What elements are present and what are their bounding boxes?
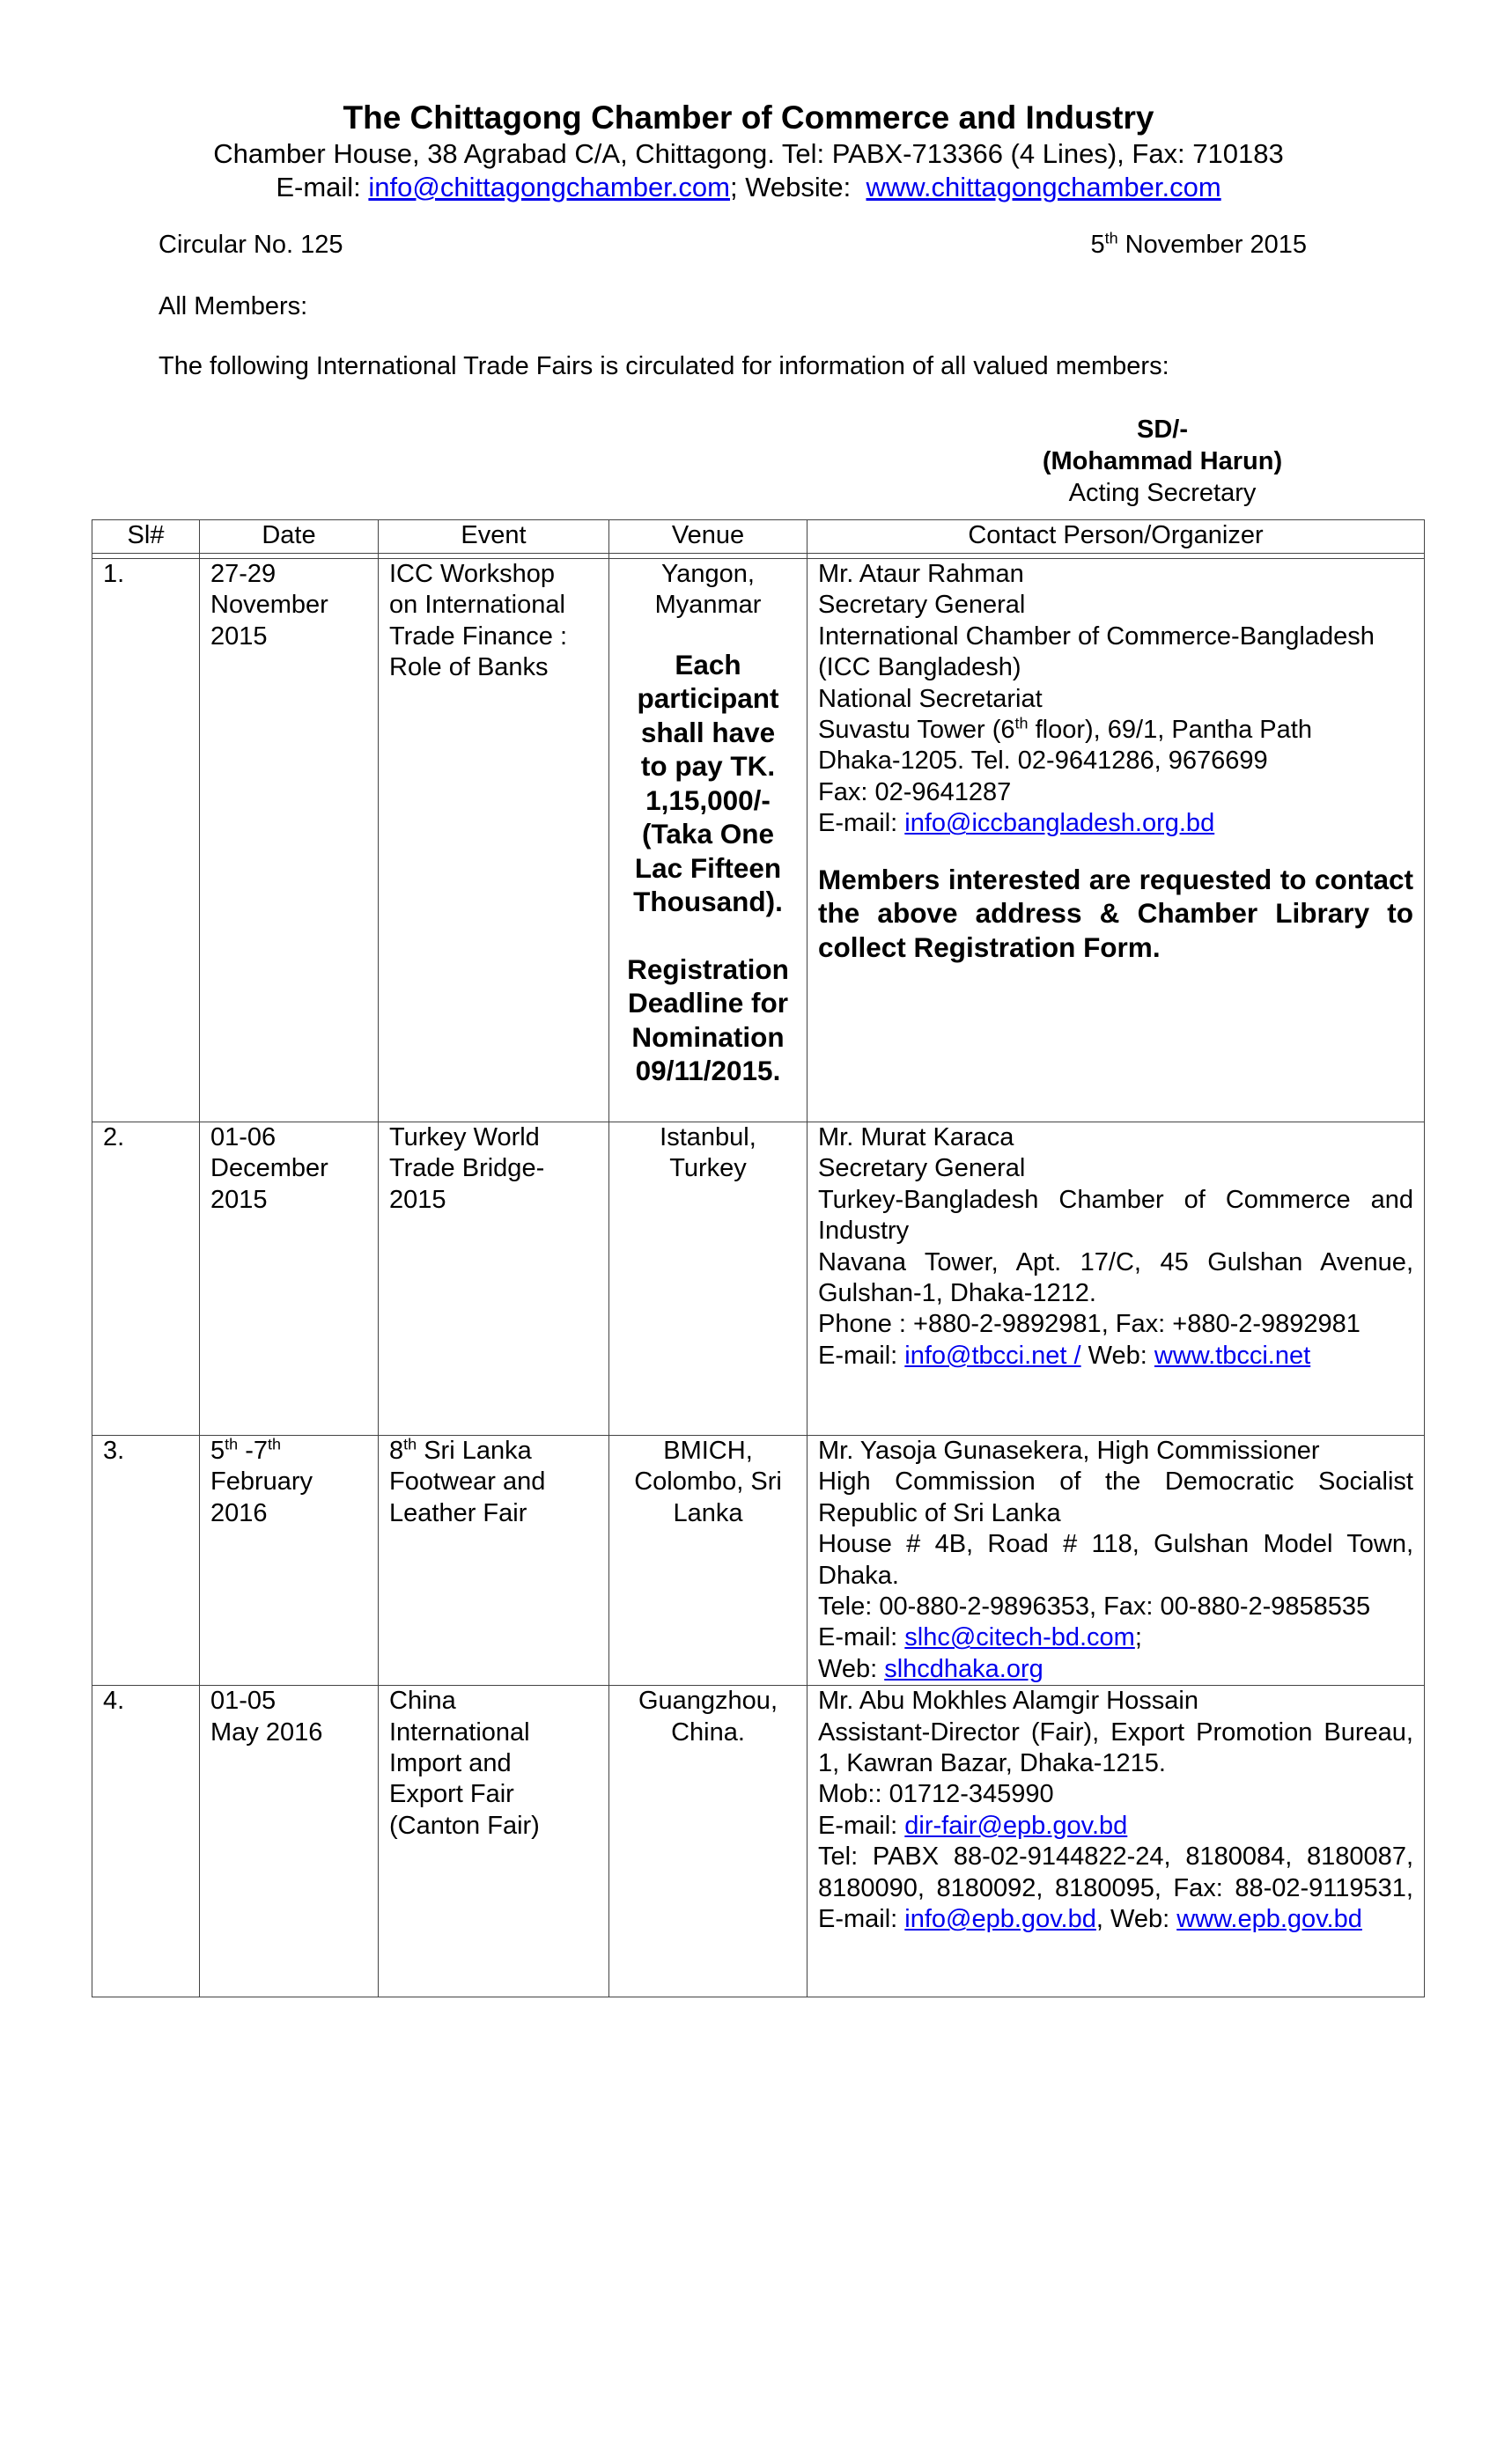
- email-link[interactable]: info@epb.gov.bd: [904, 1905, 1096, 1934]
- venue-line: BMICH,: [663, 1437, 753, 1465]
- contact-phone: Phone : +880-2-9892981, Fax: +880-2-9892981: [818, 1310, 1361, 1339]
- email-label: E-mail:: [818, 1341, 905, 1370]
- contact-name: Mr. Abu Mokhles Alamgir Hossain: [818, 1687, 1198, 1716]
- header-event: Event: [379, 520, 609, 554]
- deadline-note: [620, 953, 796, 1088]
- row-date: [200, 1122, 379, 1436]
- date-line: December: [210, 1154, 328, 1183]
- contact-line: [0, 171, 1497, 204]
- row-venue: [609, 1122, 807, 1436]
- contact-address: Navana Tower, Apt. 17/C, 45 Gulshan Avenue, Gulshan-1, Dhaka-1212.: [818, 1247, 1413, 1308]
- deadline-note-line: Registration: [627, 953, 789, 985]
- contact-email: [818, 1341, 1413, 1372]
- table-row: [92, 1122, 1425, 1436]
- date-suffix: th: [1104, 229, 1118, 247]
- contact-email: [818, 808, 1413, 839]
- date-line: February: [210, 1467, 313, 1497]
- event-part: 8: [389, 1437, 404, 1465]
- web-label: Web:: [1080, 1341, 1154, 1370]
- deadline-note-line: Deadline for: [627, 987, 789, 1019]
- event-line: Export Fair: [389, 1780, 514, 1809]
- date-line: 27-29: [210, 560, 277, 588]
- circular-date: [1090, 231, 1307, 260]
- organization-name: The Chittagong Chamber of Commerce and Industry: [343, 99, 1154, 136]
- fee-note-line: (Taka One: [642, 818, 774, 850]
- contact-organization: Turkey-Bangladesh Chamber of Commerce and Industry: [818, 1185, 1413, 1246]
- date-line: 01-05: [210, 1687, 277, 1716]
- circular-number: Circular No. 125: [159, 231, 343, 259]
- website-label: ; Website:: [729, 172, 852, 202]
- event-line: Trade Bridge-: [389, 1154, 545, 1183]
- date-line: 2016: [210, 1498, 268, 1527]
- event-line: Leather Fair: [389, 1498, 527, 1527]
- fee-note-line: 1,15,000/-: [645, 783, 771, 816]
- fee-note-line: shall have: [640, 716, 776, 748]
- fee-note-line: Each: [675, 648, 741, 680]
- event-line: on International: [389, 591, 565, 620]
- contact-title: Assistant-Director (Fair), Export Promotion Bureau, 1, Kawran Bazar, Dhaka-1215.: [818, 1717, 1413, 1778]
- contact-organization: High Commission of the Democratic Socialist Republic of Sri Lanka: [818, 1467, 1413, 1527]
- date-line: 2015: [210, 1185, 268, 1214]
- row-venue: [609, 1686, 807, 1997]
- email-link[interactable]: dir-fair@epb.gov.bd: [904, 1811, 1128, 1840]
- contact-phone: Tele: 00-880-2-9896353, Fax: 00-880-2-9858535: [818, 1592, 1371, 1622]
- event-line: Footwear and: [389, 1467, 546, 1497]
- ordinal-suffix: th: [1014, 714, 1029, 732]
- web-label: , Web:: [1095, 1905, 1177, 1934]
- web-label: Web:: [818, 1654, 885, 1683]
- header-date: Date: [200, 520, 379, 554]
- date-line: May 2016: [210, 1717, 323, 1747]
- row-event: [379, 559, 609, 1122]
- row-venue: [609, 559, 807, 1122]
- event-part: Sri Lanka: [417, 1437, 532, 1465]
- event-line: International: [389, 1717, 530, 1747]
- table-row: [92, 559, 1425, 1122]
- separator: ;: [1134, 1623, 1142, 1652]
- contact-fax: Fax: 02-9641287: [818, 777, 1012, 806]
- table-header-row: [92, 520, 1425, 554]
- contact-phone: Tel: PABX 88-02-9144822-24, 8180084, 8180087, 8180090, 8180092, 8180095, Fax: 88-02-9119531, E-mail:: [818, 1842, 1413, 1934]
- contact-name: Mr. Murat Karaca: [818, 1123, 1014, 1151]
- row-contact: [807, 1436, 1425, 1686]
- venue-line: Myanmar: [654, 591, 762, 620]
- email-label: E-mail:: [276, 172, 361, 202]
- header-sl: Sl#: [92, 520, 200, 554]
- contact-title: Secretary General: [818, 1154, 1026, 1183]
- date-month-year: November 2015: [1117, 231, 1307, 259]
- contact-organization: National Secretariat: [818, 684, 1043, 713]
- venue-line: Colombo, Sri: [634, 1467, 782, 1497]
- date-line: 2015: [210, 622, 268, 651]
- date-line: [210, 1436, 367, 1467]
- venue-line: China.: [671, 1717, 745, 1747]
- trade-fairs-table: [92, 519, 1425, 1997]
- venue-line: Yangon,: [661, 560, 755, 588]
- table-row: [92, 1686, 1425, 1997]
- fee-note: [620, 648, 796, 919]
- row-event: [379, 1122, 609, 1436]
- contact-title: Secretary General: [818, 591, 1026, 620]
- date-line: 01-06: [210, 1123, 277, 1151]
- header-contact: Contact Person/Organizer: [807, 520, 1425, 554]
- event-line: Import and: [389, 1749, 512, 1778]
- contact-address: House # 4B, Road # 118, Gulshan Model Town, Dhaka.: [818, 1530, 1413, 1590]
- contact-address: [818, 715, 1413, 746]
- row-venue: [609, 1436, 807, 1686]
- intro-text: The following International Trade Fairs is circulated for information of all valued members:: [159, 352, 1169, 380]
- event-line: China: [389, 1687, 456, 1716]
- venue-line: Lanka: [673, 1498, 743, 1527]
- email-link[interactable]: slhc@citech-bd.com: [904, 1623, 1135, 1652]
- date-part: 5: [210, 1437, 225, 1465]
- contact-mobile: Mob:: 01712-345990: [818, 1780, 1054, 1809]
- row-sl: 4.: [92, 1686, 200, 1997]
- venue-line: Istanbul,: [660, 1123, 756, 1151]
- contact-name: Mr. Yasoja Gunasekera, High Commissioner: [818, 1437, 1320, 1465]
- ordinal-suffix: th: [403, 1435, 417, 1453]
- event-line: Trade Finance :: [389, 622, 568, 651]
- salutation: All Members:: [159, 292, 308, 320]
- row-contact: [807, 559, 1425, 1122]
- website-link[interactable]: www.tbcci.net: [1154, 1341, 1311, 1370]
- venue-line: Turkey: [669, 1154, 747, 1183]
- signatory-name: (Mohammad Harun): [1042, 447, 1283, 475]
- contact-tel-block: [818, 1842, 1413, 1935]
- chamber-email-link[interactable]: info@chittagongchamber.com: [368, 172, 730, 202]
- event-line: 2015: [389, 1185, 446, 1214]
- fee-note-line: Thousand).: [633, 886, 783, 918]
- row-contact: [807, 1122, 1425, 1436]
- header-venue: Venue: [609, 520, 807, 554]
- contact-email: [818, 1811, 1413, 1842]
- row-sl: 1.: [92, 559, 200, 1122]
- ordinal-suffix: th: [267, 1435, 281, 1453]
- letterhead: [0, 99, 1497, 204]
- website-link[interactable]: slhcdhaka.org: [884, 1654, 1043, 1683]
- email-label: E-mail:: [818, 1623, 905, 1652]
- contact-web: [818, 1654, 1413, 1685]
- ordinal-suffix: th: [225, 1435, 239, 1453]
- contact-email: [818, 1622, 1413, 1653]
- fee-note-line: to pay TK.: [640, 750, 776, 783]
- deadline-note-line: 09/11/2015.: [635, 1055, 781, 1087]
- deadline-note-line: Nomination: [631, 1020, 785, 1053]
- fee-note-line: Lac Fifteen: [634, 851, 782, 884]
- row-event: [379, 1686, 609, 1997]
- row-date: [200, 1436, 379, 1686]
- date-day: 5: [1090, 231, 1105, 259]
- address-part: Suvastu Tower (6: [818, 716, 1015, 745]
- venue-line: Guangzhou,: [638, 1687, 778, 1716]
- event-line: [389, 1436, 598, 1467]
- event-line: Role of Banks: [389, 653, 549, 682]
- date-part: -7: [238, 1437, 268, 1465]
- email-link[interactable]: info@tbcci.net /: [904, 1341, 1081, 1370]
- date-line: November: [210, 591, 328, 620]
- event-line: ICC Workshop: [389, 560, 556, 588]
- event-line: Turkey World: [389, 1123, 540, 1151]
- website-link[interactable]: www.epb.gov.bd: [1176, 1905, 1362, 1934]
- signature-sd: SD/-: [1137, 416, 1188, 444]
- contact-name: Mr. Ataur Rahman: [818, 560, 1024, 588]
- email-label: E-mail:: [818, 809, 905, 838]
- event-line: (Canton Fair): [389, 1811, 540, 1840]
- signature-block: [1021, 414, 1303, 509]
- row-sl: 2.: [92, 1122, 200, 1436]
- organization-address: Chamber House, 38 Agrabad C/A, Chittagong. Tel: PABX-713366 (4 Lines), Fax: 710183: [213, 138, 1284, 169]
- fee-note-line: participant: [637, 682, 779, 715]
- contact-organization: (ICC Bangladesh): [818, 653, 1021, 682]
- signatory-title: Acting Secretary: [1068, 479, 1257, 507]
- contact-organization: International Chamber of Commerce-Bangladesh: [818, 622, 1375, 651]
- row-date: [200, 559, 379, 1122]
- row-sl: 3.: [92, 1436, 200, 1686]
- members-note: Members interested are requested to contact the above address & Chamber Library to collect Registration Form.: [818, 863, 1413, 963]
- chamber-website-link[interactable]: www.chittagongchamber.com: [866, 172, 1221, 202]
- row-event: [379, 1436, 609, 1686]
- address-part: floor), 69/1, Pantha Path: [1028, 716, 1312, 745]
- email-label: E-mail:: [818, 1811, 905, 1840]
- row-date: [200, 1686, 379, 1997]
- row-contact: [807, 1686, 1425, 1997]
- table-row: [92, 1436, 1425, 1686]
- contact-address: Dhaka-1205. Tel. 02-9641286, 9676699: [818, 747, 1268, 776]
- email-link[interactable]: info@iccbangladesh.org.bd: [904, 809, 1215, 838]
